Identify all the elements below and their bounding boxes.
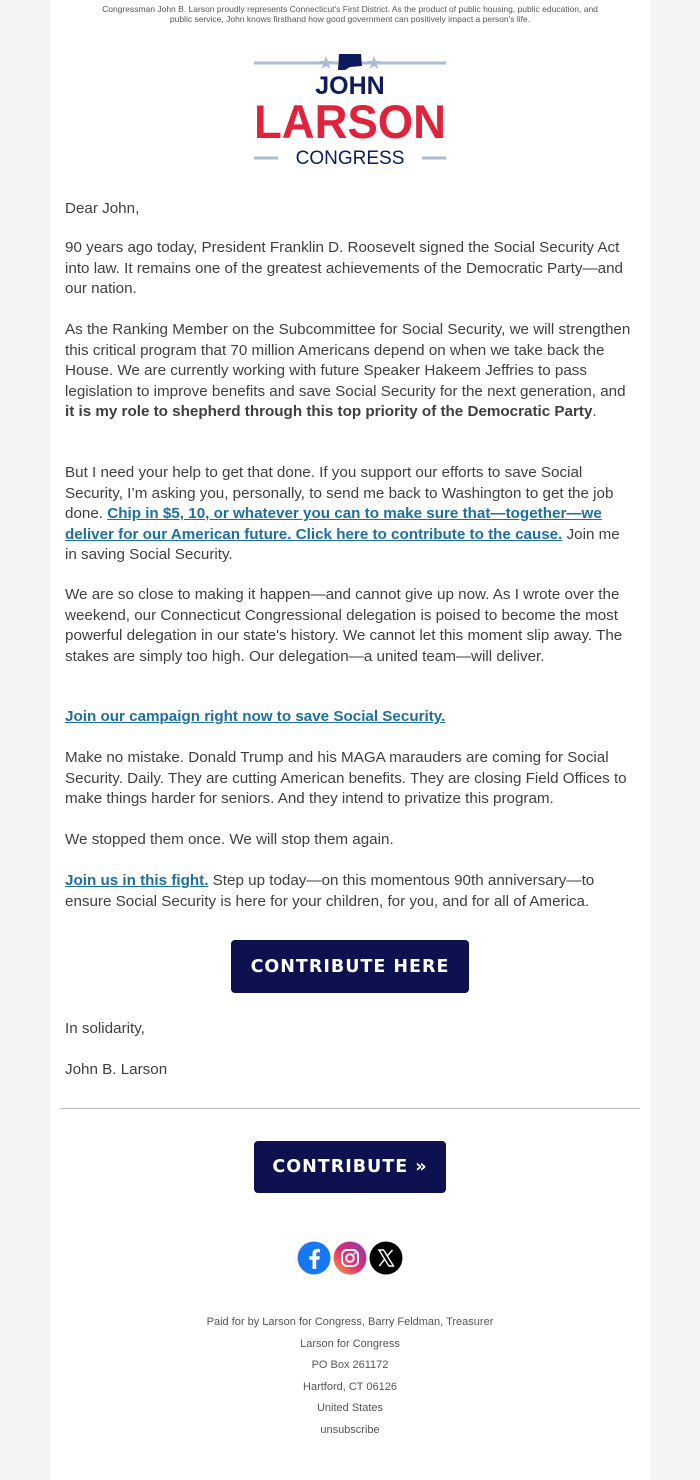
instagram-icon[interactable] (333, 1241, 367, 1275)
emphasis-text: it is my role to shepherd through this top priority of the Democratic Party (65, 403, 593, 420)
signature: John B. Larson (65, 1061, 168, 1078)
join-fight-link[interactable]: Join us in this fight. (65, 872, 209, 889)
paragraph-7: We stopped them once. We will stop them again. (65, 831, 394, 848)
email-card (50, 0, 650, 1480)
po-box: PO Box 261172 (311, 1359, 389, 1371)
divider (60, 1108, 640, 1109)
facebook-icon[interactable] (297, 1241, 331, 1275)
footer (50, 1312, 650, 1441)
paid-for-text: Paid for by Larson for Congress, Barry Feldman, Treasurer (206, 1316, 494, 1328)
campaign-logo[interactable] (250, 50, 450, 170)
star-icon (367, 56, 381, 69)
logo-last-name: LARSON (254, 95, 446, 148)
paragraph-1: 90 years ago today, President Franklin D. Roosevelt signed the Social Security Act into law. It remains one of the greatest achievements of the Democratic Party—and our nation. (65, 239, 623, 297)
social-links (297, 1241, 403, 1275)
logo-congress: CONGRESS (295, 148, 405, 169)
greeting: Dear John, (65, 200, 140, 217)
paragraph-4: We are so close to making it happen—and cannot give up now. As I wrote over the weekend, our Connecticut Congressional delegation is poised to become the most powerful delegation in our state's history. We cannot let this moment slip away. The stakes are simply too high. Our delegation—a united team—will deliver. (65, 586, 623, 665)
x-icon[interactable] (369, 1241, 403, 1275)
paragraph-2: As the Ranking Member on the Subcommittee for Social Security, we will strengthen this critical program that 70 million Americans depend on when we take back the House. We are currently working with future Speaker Hakeem Jeffries to pass legislation to improve benefits and save Social Security for the next generation, and it is my role to shepherd through this top priority of the Democratic Party. (65, 321, 631, 420)
city-line: Hartford, CT 06126 (303, 1380, 397, 1393)
chip-in-link[interactable]: Chip in $5, 10, or whatever you can to make sure that—together—we deliver for our American future. Click here to contribute to the cause. (65, 505, 602, 543)
closing: In solidarity, (65, 1020, 145, 1037)
join-campaign-link[interactable]: Join our campaign right now to save Social Security. (65, 708, 446, 725)
paragraph-3: But I need your help to get that done. If you support our efforts to save Social Security, I’m asking you, personally, to send me back to Washington to get the job done. Chip in $5, 10, or whatever you can to make sure that—together—we deliver for our American future. Click here to contribute to the cause. Join me in saving Social Security. (65, 464, 620, 563)
preheader-text: Congressman John B. Larson proudly represents Connecticut's First District. As the product of public housing, public education, and public service, John knows firsthand how good government can positively impact a person's life. (102, 4, 598, 24)
paragraph-5 (65, 707, 635, 728)
logo-first-name: JOHN (315, 72, 385, 100)
unsubscribe-link[interactable]: unsubscribe (320, 1423, 380, 1436)
contribute-here-button[interactable]: CONTRIBUTE HERE (231, 940, 469, 993)
country: United States (316, 1402, 384, 1414)
contribute-button[interactable]: CONTRIBUTE » (254, 1141, 446, 1193)
paragraph-6: Make no mistake. Donald Trump and his MAGA marauders are coming for Social Security. Daily. They are cutting American benefits. They are closing Field Offices to make things harder for seniors. And they intend to privatize this program. (65, 749, 627, 807)
star-icon (319, 56, 333, 69)
org-name: Larson for Congress (300, 1337, 400, 1350)
connecticut-state-icon (338, 54, 362, 70)
paragraph-8: Join us in this fight. Step up today—on this momentous 90th anniversary—to ensure Social Security is here for your children, for you, and for all of America. (65, 872, 595, 910)
